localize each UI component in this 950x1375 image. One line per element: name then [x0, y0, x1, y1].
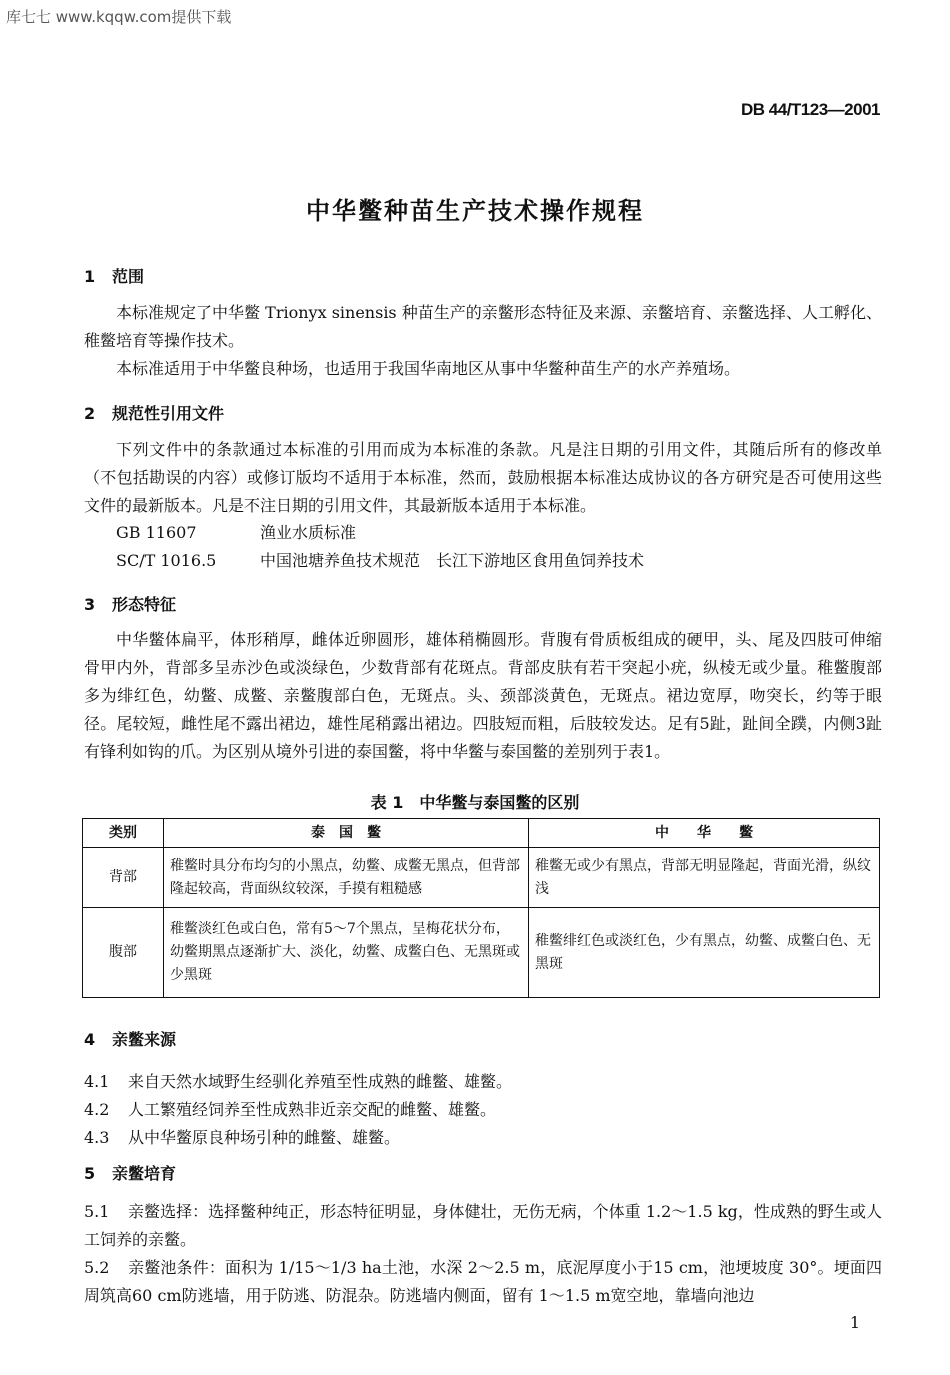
section-number: 1: [84, 267, 96, 286]
cell-thai: 稚鳖淡红色或白色，常有5～7个黑点，呈梅花状分布，幼鳖期黑点逐渐扩大、淡化，幼鳖、成鳖白色、无黑斑或少黑斑: [164, 908, 529, 998]
subclause-number: 4.1: [84, 1072, 110, 1091]
table-row: [83, 848, 880, 908]
section-number: 5: [84, 1164, 96, 1183]
table-header-row: [83, 819, 880, 848]
row-category: 腹部: [83, 908, 164, 998]
section-3-heading: [84, 592, 176, 615]
subclause: [84, 1125, 400, 1148]
section-2-paragraph-1: 下列文件中的条款通过本标准的引用而成为本标准的条款。凡是注日期的引用文件，其随后所有的修改单（不包括勘误的内容）或修订版均不适用于本标准，然而，鼓励根据本标准达成协议的各方研究是否可使用这些文件的最新版本。凡是不注日期的引用文件，其最新版本适用于本标准。: [84, 440, 882, 515]
row-category: 背部: [83, 848, 164, 908]
header-chinese-turtle: 中 华 鳖: [529, 819, 880, 848]
section-number: 2: [84, 404, 96, 423]
section-title: 形态特征: [112, 595, 177, 614]
subclause-text: 亲鳖选择：选择鳖种纯正，形态特征明显，身体健壮，无伤无病，个体重 1.2～1.5 kg，性成熟的野生或人工饲养的亲鳖。: [84, 1202, 882, 1249]
header-thai-turtle: 泰 国 鳖: [164, 819, 529, 848]
subclause: [84, 1198, 882, 1254]
standard-number: DB 44/T123—2001: [741, 100, 880, 119]
subclause: [84, 1097, 496, 1120]
subclause: [84, 1254, 882, 1310]
section-5-heading: [84, 1161, 176, 1184]
header-category: 类别: [83, 819, 164, 848]
subclause-number: 4.2: [84, 1100, 110, 1119]
watermark: 库七七 www.kqqw.com提供下载: [6, 8, 232, 26]
cell-chinese: 稚鳖无或少有黑点，背部无明显隆起，背面光滑，纵纹浅: [529, 848, 880, 908]
section-number: 3: [84, 595, 96, 614]
section-title: 亲鳖培育: [112, 1164, 177, 1183]
comparison-table: [82, 818, 880, 998]
section-1-paragraph-2: 本标准适用于中华鳖良种场，也适用于我国华南地区从事中华鳖种苗生产的水产养殖场。: [116, 359, 741, 378]
table-caption: 表 1 中华鳖与泰国鳖的区别: [370, 793, 580, 812]
reference-code: SC/T 1016.5: [116, 551, 217, 570]
section-title: 亲鳖来源: [112, 1030, 177, 1049]
reference-item: [116, 548, 644, 571]
reference-name: 中国池塘养鱼技术规范 长江下游地区食用鱼饲养技术: [260, 551, 645, 570]
subclause-text: 亲鳖池条件：面积为 1/15～1/3 ha土池，水深 2～2.5 m，底泥厚度小于15 cm，池埂坡度 30°。埂面四周筑高60 cm防逃墙，用于防逃、防混杂。防逃墙内侧面，留有 1～1.5 m宽空地，靠墙向池边: [84, 1258, 882, 1305]
section-1-heading: [84, 264, 144, 287]
section-3-paragraph-1: 中华鳖体扁平，体形稍厚，雌体近卵圆形，雄体稍椭圆形。背腹有骨质板组成的硬甲，头、尾及四肢可伸缩骨甲内外，背部多呈赤沙色或淡绿色，少数背部有花斑点。背部皮肤有若干突起小疣，纵棱无或少量。稚鳖腹部多为绯红色，幼鳖、成鳖、亲鳖腹部白色，无斑点。头、颈部淡黄色，无斑点。裙边宽厚，吻突长，约等于眼径。尾较短，雌性尾不露出裙边，雄性尾稍露出裙边。四肢短而粗，后肢较发达。足有5趾，趾间全蹼，内侧3趾有锋利如钩的爪。为区别从境外引进的泰国鳖，将中华鳖与泰国鳖的差别列于表1。: [84, 630, 882, 761]
section-1-paragraph-1: 本标准规定了中华鳖 Trionyx sinensis 种苗生产的亲鳖形态特征及来源、亲鳖培育、亲鳖选择、人工孵化、稚鳖培育等操作技术。: [84, 303, 882, 350]
section-title: 范围: [112, 267, 145, 286]
cell-thai: 稚鳖时具分布均匀的小黑点，幼鳖、成鳖无黑点，但背部隆起较高，背面纵纹较深，手摸有粗糙感: [164, 848, 529, 908]
page-number: 1: [849, 1313, 860, 1332]
subclause-text: 来自天然水域野生经驯化养殖至性成熟的雌鳖、雄鳖。: [128, 1072, 513, 1091]
subclause-number: 4.3: [84, 1128, 110, 1147]
subclause-number: 5.2: [84, 1258, 110, 1277]
reference-name: 渔业水质标准: [260, 523, 357, 542]
section-4-heading: [84, 1027, 176, 1050]
reference-item: [116, 520, 356, 543]
subclause: [84, 1069, 512, 1092]
subclause-number: 5.1: [84, 1202, 110, 1221]
subclause-text: 从中华鳖原良种场引种的雌鳖、雄鳖。: [128, 1128, 401, 1147]
section-2-heading: [84, 401, 224, 424]
cell-chinese: 稚鳖绯红色或淡红色，少有黑点，幼鳖、成鳖白色、无黑斑: [529, 908, 880, 998]
subclause-text: 人工繁殖经饲养至性成熟非近亲交配的雌鳖、雄鳖。: [128, 1100, 497, 1119]
document-title: 中华鳖种苗生产技术操作规程: [306, 197, 644, 225]
reference-code: GB 11607: [116, 523, 197, 542]
section-number: 4: [84, 1030, 96, 1049]
section-title: 规范性引用文件: [112, 404, 225, 423]
table-row: [83, 908, 880, 998]
